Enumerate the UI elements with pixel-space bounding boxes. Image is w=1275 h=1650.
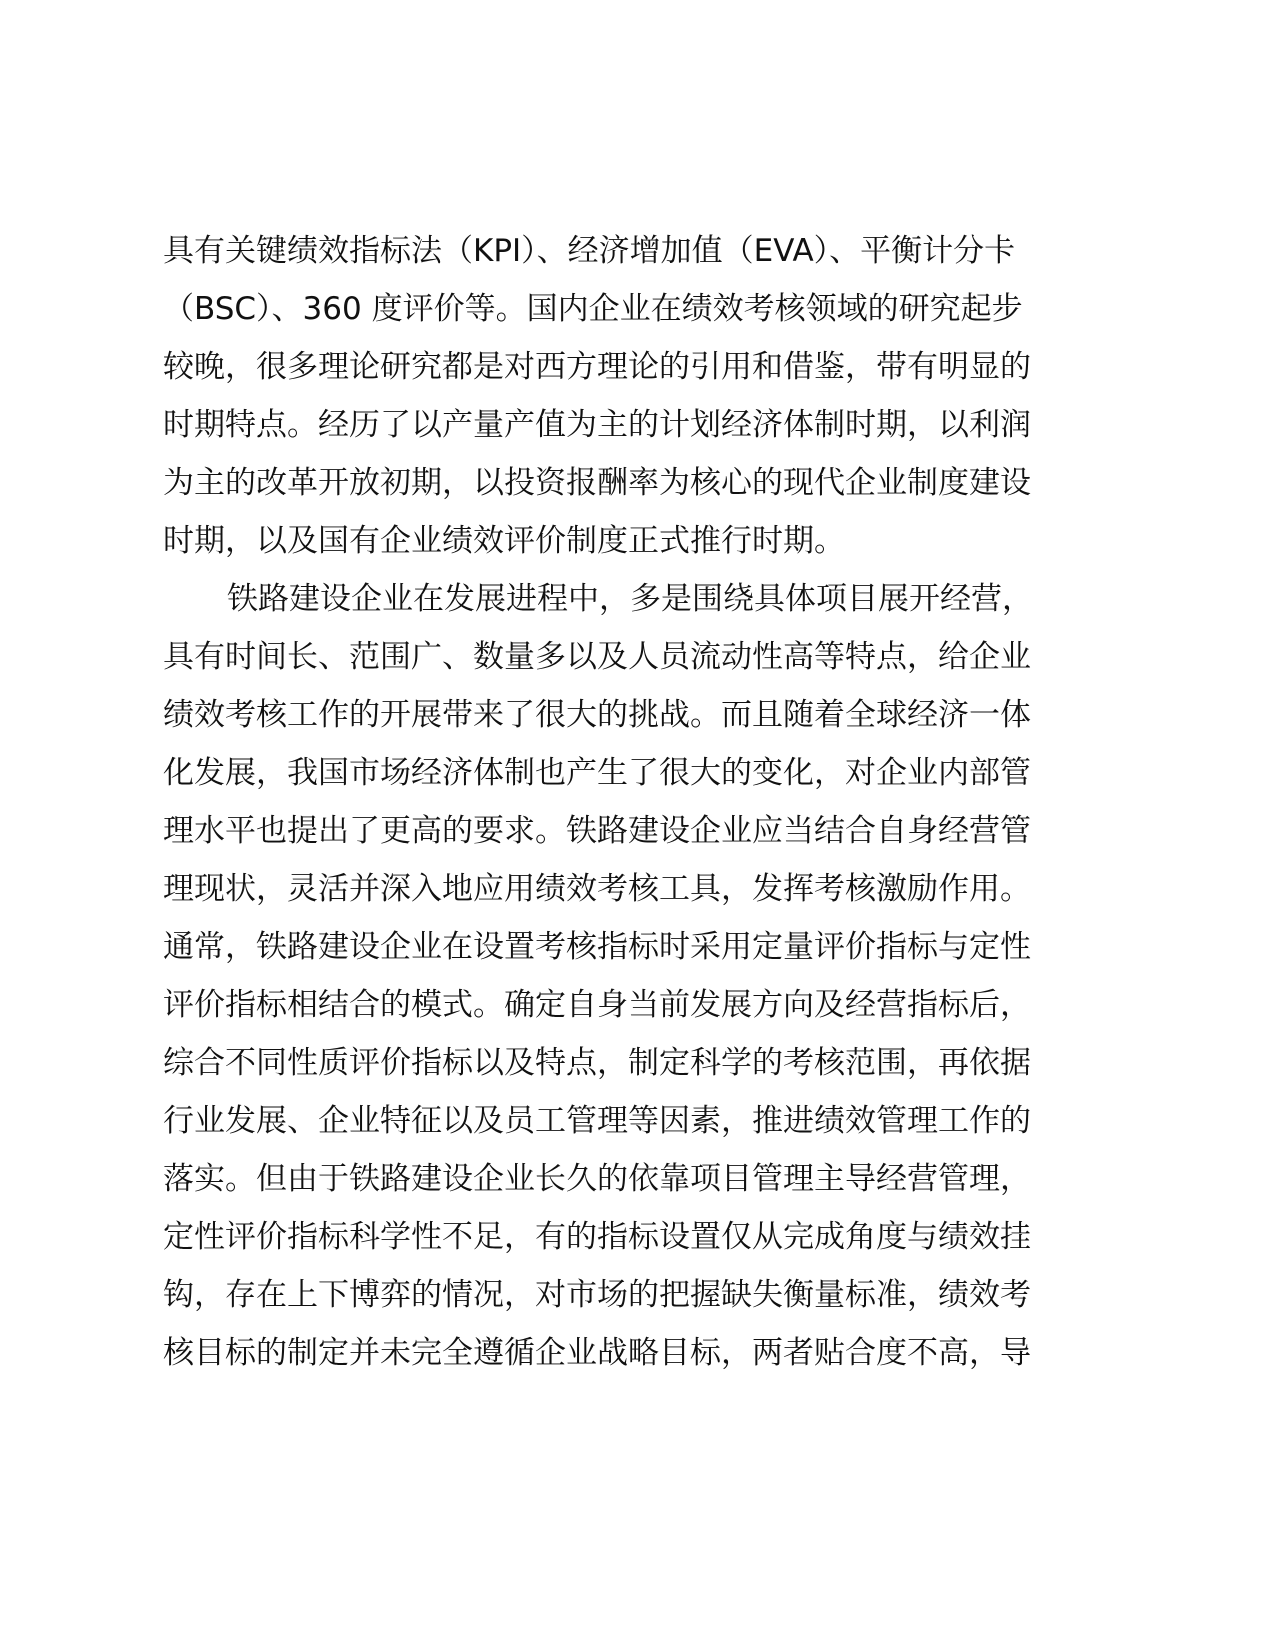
paragraph-1-line-5: 为主的改革开放初期，以投资报酬率为核心的现代企业制度建设 [163, 465, 1031, 501]
paragraph-1-line-1: 具有关键绩效指标法（KPI）、经济增加值（EVA）、平衡计分卡 [163, 233, 1016, 269]
paragraph-2-line-2: 具有时间长、范围广、数量多以及人员流动性高等特点，给企业 [163, 639, 1031, 675]
paragraph-1-line-6: 时期，以及国有企业绩效评价制度正式推行时期。 [163, 523, 845, 559]
paragraph-2-line-10: 行业发展、企业特征以及员工管理等因素，推进绩效管理工作的 [163, 1103, 1031, 1139]
paragraph-1-line-4: 时期特点。经历了以产量产值为主的计划经济体制时期，以利润 [163, 407, 1031, 443]
paragraph-2-line-5: 理水平也提出了更高的要求。铁路建设企业应当结合自身经营管 [163, 813, 1031, 849]
paragraph-2-line-8: 评价指标相结合的模式。确定自身当前发展方向及经营指标后， [163, 987, 1031, 1023]
paragraph-2-line-9: 综合不同性质评价指标以及特点，制定科学的考核范围，再依据 [163, 1045, 1031, 1081]
paragraph-2-line-13: 钩，存在上下博弈的情况，对市场的把握缺失衡量标准，绩效考 [163, 1277, 1031, 1313]
paragraph-2-line-3: 绩效考核工作的开展带来了很大的挑战。而且随着全球经济一体 [163, 697, 1031, 733]
body-text [163, 222, 1103, 1382]
paragraph-2-line-4: 化发展，我国市场经济体制也产生了很大的变化，对企业内部管 [163, 755, 1031, 791]
paragraph-1-line-2: （BSC）、360 度评价等。国内企业在绩效考核领域的研究起步 [163, 291, 1023, 327]
paragraph-2-line-7: 通常，铁路建设企业在设置考核指标时采用定量评价指标与定性 [163, 929, 1031, 965]
paragraph-2-line-12: 定性评价指标科学性不足，有的指标设置仅从完成角度与绩效挂 [163, 1219, 1031, 1255]
paragraph-2-line-6: 理现状，灵活并深入地应用绩效考核工具，发挥考核激励作用。 [163, 871, 1031, 907]
paragraph-2-line-1: 铁路建设企业在发展进程中，多是围绕具体项目展开经营， [227, 581, 1033, 617]
paragraph-2-line-14: 核目标的制定并未完全遵循企业战略目标，两者贴合度不高，导 [163, 1335, 1031, 1371]
paragraph-2-line-11: 落实。但由于铁路建设企业长久的依靠项目管理主导经营管理， [163, 1161, 1031, 1197]
paragraph-1-line-3: 较晚，很多理论研究都是对西方理论的引用和借鉴，带有明显的 [163, 349, 1031, 385]
